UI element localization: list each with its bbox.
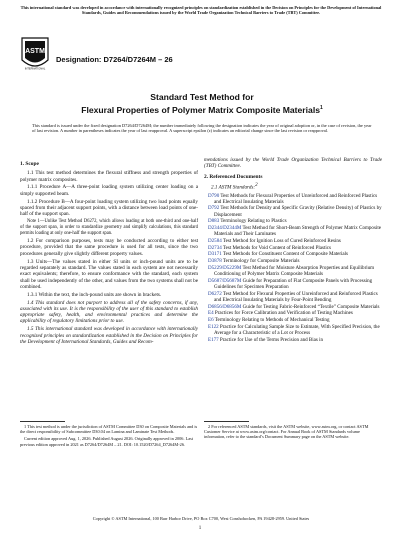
title-main: Flexural Properties of Polymer Matrix Composite Materials	[81, 104, 320, 115]
reference-title: Terminology Relating to Plastics	[219, 218, 287, 225]
reference-title: Test Methods for Flexural Properties of Unreinforced and Reinforced Plastics and Electrical Insulating Materials	[214, 192, 378, 205]
reference-title: Guide for Preparation of Flat Composite Panels with Processing Guidelines for Specimen Preparation	[214, 277, 373, 291]
footnote-1: 1 This test method is under the jurisdiction of ASTM Committee D30 on Composite Materials and is the direct responsibility of Subcommittee D30.04 on Lamina and Laminate Test Methods.	[20, 424, 198, 435]
reference-title: Practice for Use of the Terms Precision and Bias in	[218, 336, 324, 343]
reference-title: Test Methods for Void Content of Reinforced Plastics	[221, 244, 332, 251]
reference-item	[204, 238, 382, 244]
para-1-3-1: 1.3.1 Within the text, the inch-pound units are shown in brackets.	[27, 291, 162, 298]
reference-code-link[interactable]: D2734	[208, 244, 222, 251]
reference-item	[204, 245, 382, 251]
footnote-1-edition: Current edition approved Aug. 1, 2026. Published August 2026. Originally approved in 2006. Last previous edition approved in 2021 as D7264/D7264M – 21. DOI: 10.1520/D7264_D7264M-26.	[20, 436, 193, 447]
reference-item	[204, 324, 382, 336]
reference-item	[204, 265, 382, 277]
reference-title: Practice for Calculating Sample Size to Estimate, With Specified Precision, the Average for a Characteristic of a Lot or Process	[214, 323, 380, 337]
reference-title: Terminology for Composite Materials	[221, 258, 300, 265]
reference-code-link[interactable]: D883	[208, 218, 220, 225]
reference-code-link[interactable]: E177	[208, 336, 219, 343]
para-1-1-2: 1.1.2 Procedure B—A four-point loading system utilizing two load points equally spaced from their adjacent support points, with a distance between load points of one-half of the support span.	[20, 198, 198, 218]
standard-issuance-note: This standard is issued under the fixed designation D7264/D7264M; the number immediately following the designation indicates the year of original adoption or, in the case of revision, the year of last revision. A number in parentheses indicates the year of last reapproval. A superscript epsilon (ε) indicates an editorial change since the last revision or reapproval.	[32, 123, 372, 134]
para-1-4: 1.4 This standard does not purport to address all of the safety concerns, if any, associated with its use. It is the responsibility of the user of this standard to establish appropriate safety, health, and environmental practices and determine the applicability of regulatory limitations prior to use.	[20, 299, 198, 325]
astm-logo	[20, 36, 50, 72]
international-standard-notice: This international standard was developed in accordance with internationally recognized principles on standardization established in the Decision on Principles for the Development of International Standards, Guides and Recommendations issued by the World Trade Organization Technical Barriers to Trade (TBT) Committee.	[20, 5, 382, 16]
footnote-2: 2 For referenced ASTM standards, visit the ASTM website, www.astm.org, or contact ASTM Customer Service at www.astm.org/contact. For Annual Book of ASTM Standards volume information, refer to the standard’s Document Summary page on the ASTM website.	[204, 424, 369, 440]
title-line-2	[32, 103, 372, 116]
astm-standards-label: 2.1 ASTM Standards:	[211, 184, 256, 191]
title-footnote-mark: 1	[320, 105, 323, 111]
right-column	[204, 157, 382, 344]
footnote-mark-2: 2	[255, 182, 258, 188]
para-1-1: 1.1 This test method determines the flexural stiffness and strength properties of polymer matrix composites.	[20, 170, 198, 183]
para-1-5: 1.5 This international standard was developed in accordance with internationally recognized principles on standardization established in the Decision on Principles for the Development of International Standards, Guides and Recom-	[20, 326, 198, 345]
reference-code-link[interactable]: D5229/D5229M	[208, 264, 242, 271]
reference-code-link[interactable]: D790	[208, 192, 220, 199]
para-1-1-1: 1.1.1 Procedure A—A three-point loading system utilizing center loading on a simply supported beam.	[20, 184, 198, 197]
reference-code-link[interactable]: D6272	[208, 290, 222, 297]
reference-code-link[interactable]: D3171	[208, 251, 222, 258]
note-1: Note 1—Unlike Test Method D6272, which allows loading at both one-third and one-half of the support span, in order to standardize geometry and simplify calculations, this standard permits loading at only one-half the support span.	[20, 219, 198, 236]
reference-code-link[interactable]: D2344/D2344M	[208, 225, 242, 232]
reference-item	[204, 291, 382, 303]
reference-code-link[interactable]: E6	[208, 317, 214, 324]
reference-item	[204, 304, 382, 310]
reference-title: Test Method for Moisture Absorption Properties and Equilibrium Conditioning of Polymer Matrix Composite Materials	[214, 264, 375, 278]
footnotes-right	[204, 424, 382, 442]
reference-title: Test Method for Short-Beam Strength of Polymer Matrix Composite Materials and Their Laminates	[214, 225, 381, 238]
svg-text:ASTM: ASTM	[25, 48, 45, 55]
reference-code-link[interactable]: D3878	[208, 258, 222, 265]
reference-title: Test Method for Flexural Properties of Unreinforced and Reinforced Plastics and Electrical Insulating Materials by Four-Point Bending	[214, 290, 378, 303]
reference-title: Practices for Force Calibration and Verification of Testing Machines	[213, 310, 353, 317]
reference-item	[204, 193, 382, 205]
copyright-footer: Copyright © ASTM International, 100 Barr Harbor Drive, PO Box C700, West Conshohocken, PA 19428-2959. United States	[92, 516, 310, 521]
para-1-5-continued: mendations issued by the World Trade Organization Technical Barriers to Trade (TBT) Committee.	[204, 157, 382, 170]
reference-item	[204, 310, 382, 316]
reference-title: Test Methods for Constituent Content of Composite Materials	[221, 251, 349, 258]
reference-item	[204, 218, 382, 224]
para-1-3: 1.3 Units—The values stated in either SI units or inch-pound units are to be regarded separately as standard. The values stated in each system are not necessarily exact equivalents; therefore, to ensure conformance with the standard, each system shall be used independently of the other, and values from the two systems shall not be combined.	[20, 258, 198, 290]
footnotes-left	[20, 424, 198, 449]
para-1-2: 1.2 For comparison purposes, tests may be conducted according to either test procedure, provided that the same procedure is used for all tests, since the two procedures generally give slightly different property values.	[20, 238, 198, 257]
reference-title: Test Method for Ignition Loss of Cured Reinforced Resins	[221, 237, 341, 244]
svg-text:INTERNATIONAL: INTERNATIONAL	[24, 67, 46, 71]
reference-item	[204, 205, 382, 217]
section-heading-scope: 1. Scope	[20, 161, 39, 167]
reference-item	[204, 258, 382, 264]
reference-item	[204, 337, 382, 343]
footnote-rule-right	[204, 421, 249, 422]
reference-item	[204, 225, 382, 237]
reference-code-link[interactable]: E122	[208, 323, 219, 330]
reference-item	[204, 317, 382, 323]
designation: Designation: D7264/D7264M – 26	[56, 55, 173, 64]
footnote-rule-left	[20, 421, 65, 422]
reference-item	[204, 278, 382, 290]
reference-item	[204, 251, 382, 257]
reference-code-link[interactable]: D6856/D6856M	[208, 303, 242, 310]
reference-title: Guide for Testing Fabric-Reinforced “Textile” Composite Materials	[241, 303, 380, 310]
reference-title: Terminology Relating to Methods of Mechanical Testing	[213, 317, 330, 324]
title-line-1: Standard Test Method for	[150, 92, 254, 102]
document-title	[32, 92, 372, 116]
reference-title: Test Methods for Density and Specific Gravity (Relative Density) of Plastics by Displacement	[214, 205, 382, 218]
astm-standards-intro	[204, 183, 382, 191]
reference-code-link[interactable]: E4	[208, 310, 214, 317]
section-heading-referenced-documents: 2. Referenced Documents	[204, 173, 263, 180]
reference-code-link[interactable]: D792	[208, 205, 220, 212]
reference-code-link[interactable]: D5687/D5687M	[208, 277, 242, 284]
page-number: 1	[198, 526, 202, 531]
reference-code-link[interactable]: D2584	[208, 237, 222, 244]
reference-list	[204, 193, 382, 344]
left-column	[20, 157, 198, 347]
